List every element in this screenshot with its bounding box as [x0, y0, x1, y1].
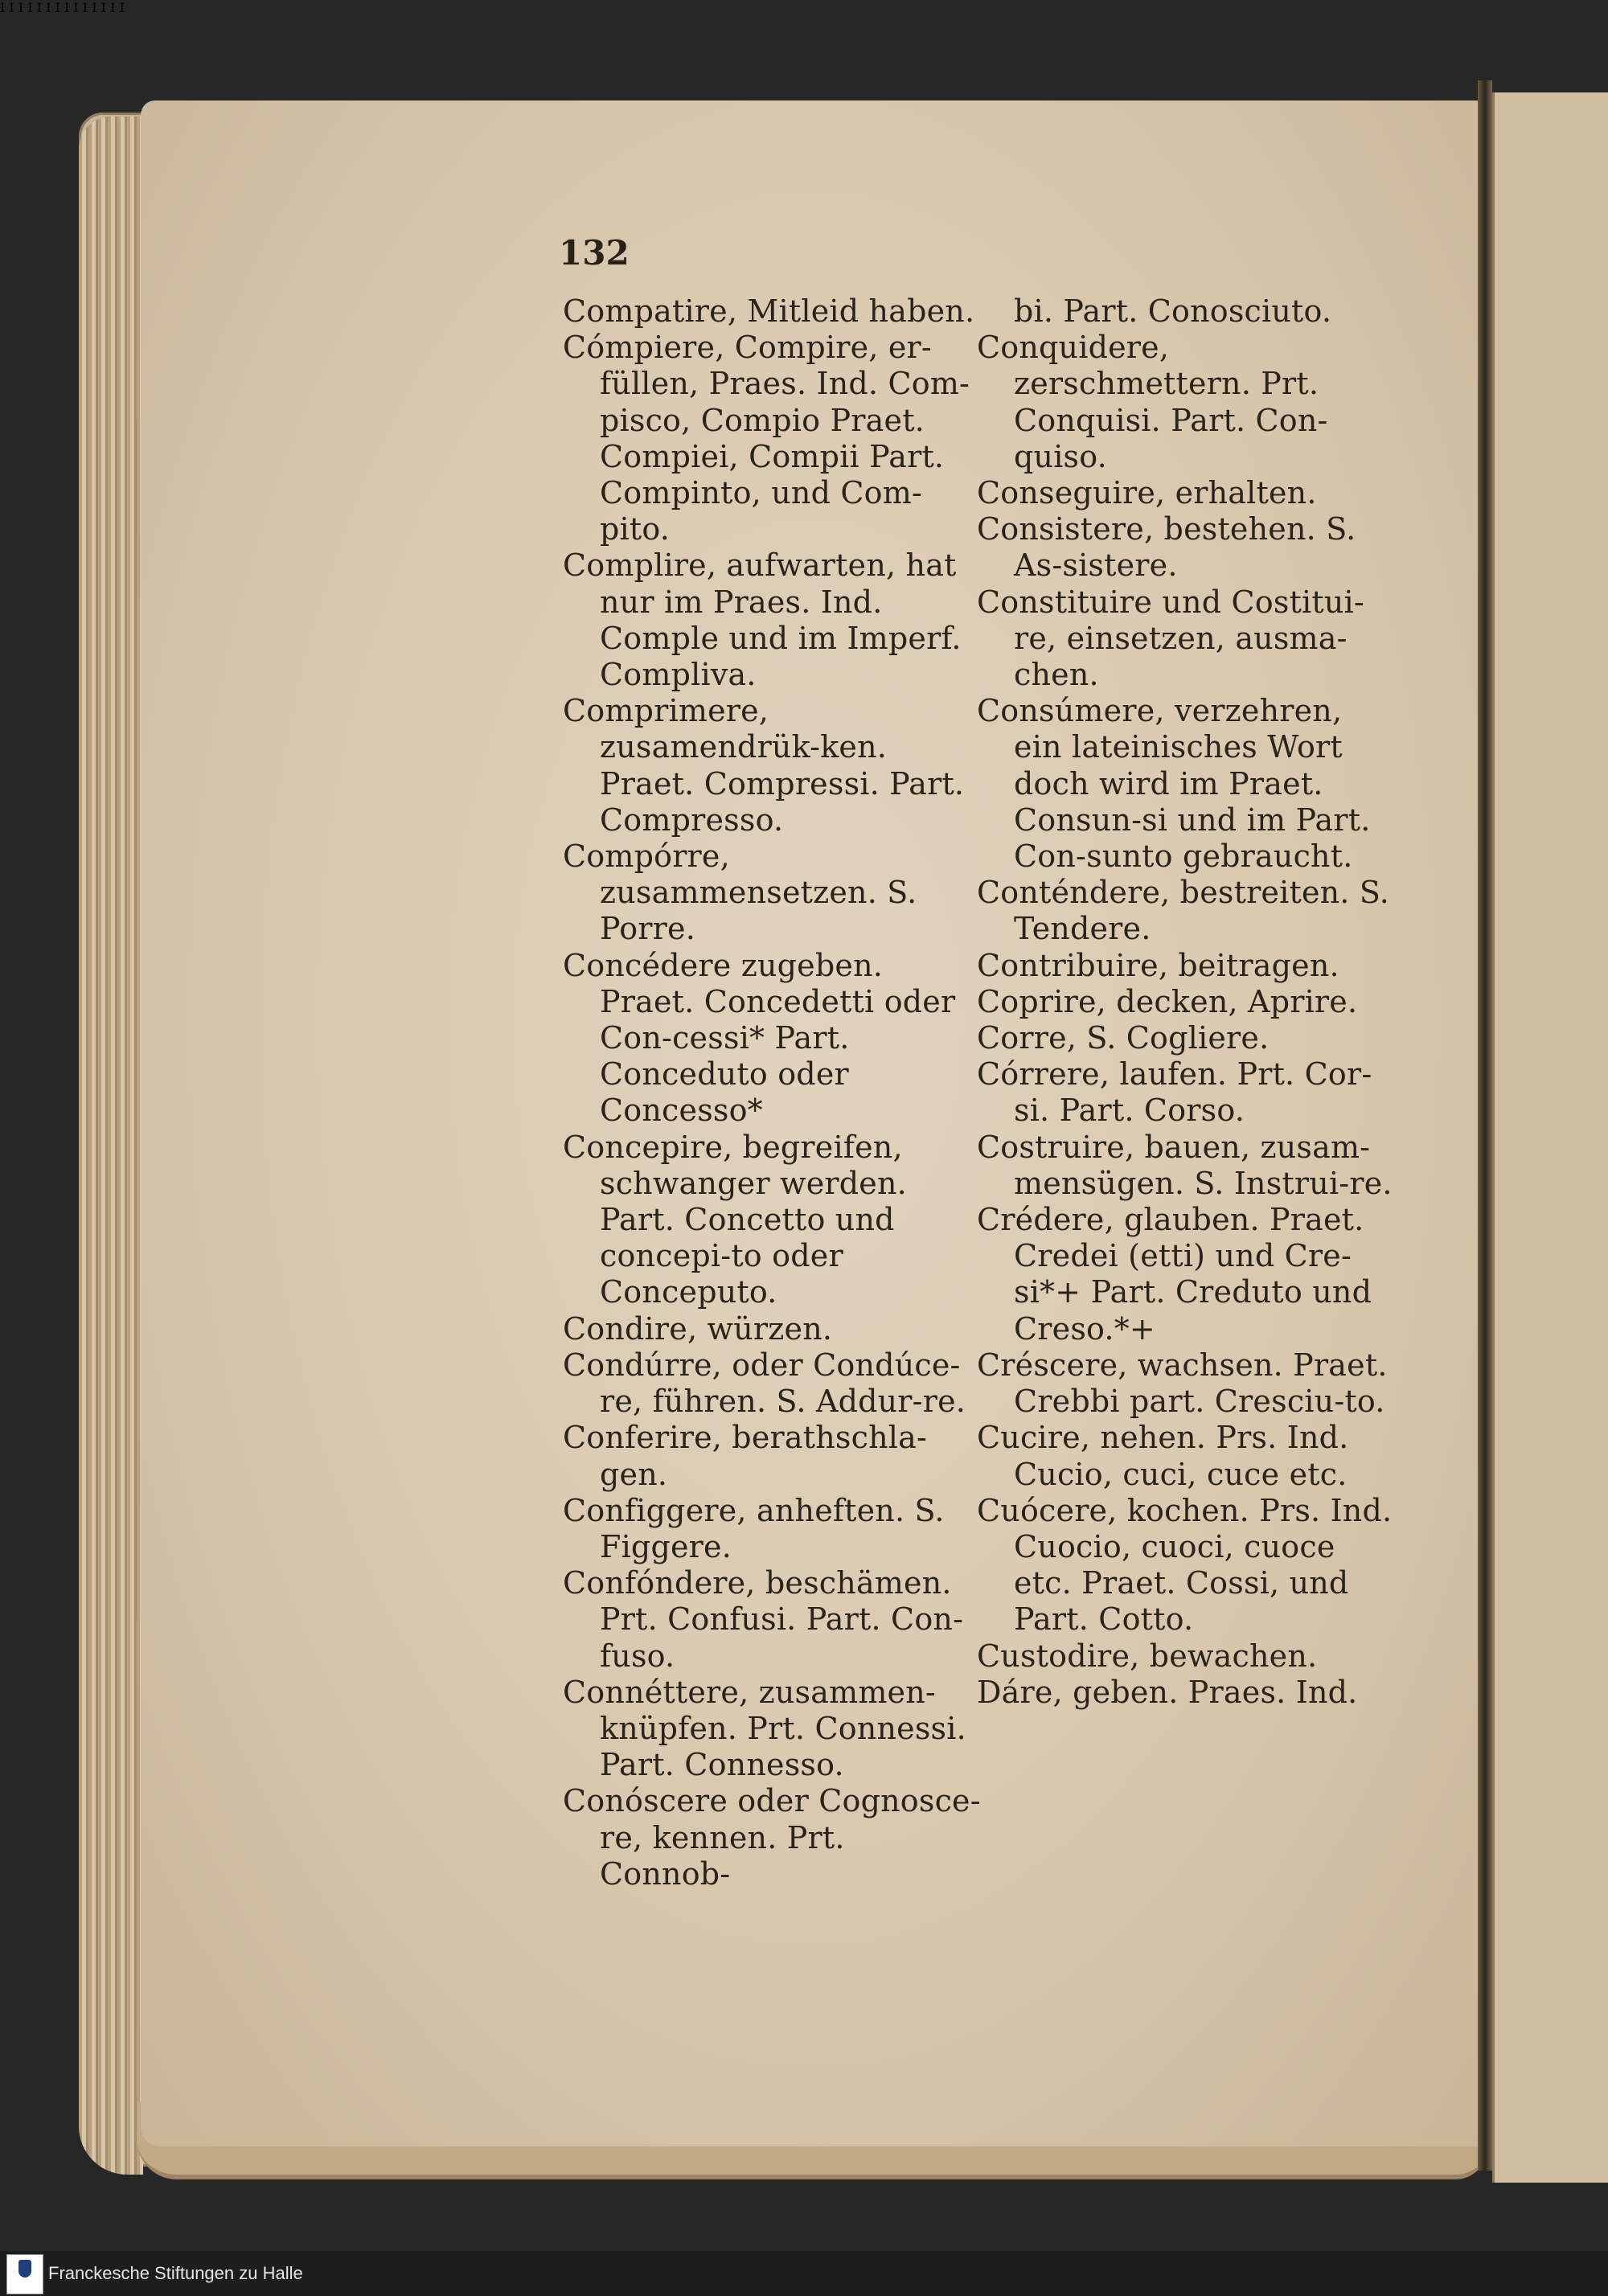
facing-page-fragment: I — [82, 0, 88, 15]
page-number: 132 — [559, 233, 630, 273]
dictionary-entry: Concédere zugeben. Praet. Concedetti oder Con-cessi* Part. Conceduto oder Concesso* — [563, 947, 956, 1129]
institution-logo — [6, 2254, 43, 2294]
dictionary-entry: Condúrre, oder Condúce-re, führen. S. Addur-re. — [563, 1347, 966, 1420]
dictionary-entry: Corre, S. Cogliere. — [977, 1020, 1270, 1056]
facing-page-fragment: I — [0, 0, 6, 15]
facing-page — [1492, 92, 1608, 2183]
book-gutter — [1478, 80, 1492, 2171]
dictionary-entry: Configgere, anheften. S. Figgere. — [563, 1492, 945, 1564]
dictionary-entry: Cucire, nehen. Prs. Ind. Cucio, cuci, cuce etc. — [977, 1420, 1349, 1492]
facing-page-fragment: I — [27, 0, 33, 15]
facing-page-fragment: I — [55, 0, 60, 15]
facing-page-fragment: I — [110, 0, 116, 15]
dictionary-entry: Conóscere oder Cognosce-re, kennen. Prt. Connob- — [563, 1783, 981, 1892]
dictionary-entry: Consistere, bestehen. S. As-sistere. — [977, 511, 1356, 584]
facing-page-fragment: I — [119, 0, 125, 15]
right-column — [977, 293, 1395, 1711]
dictionary-entry: Confóndere, beschämen. Prt. Confusi. Part. Con-fuso. — [563, 1565, 964, 1674]
facing-page-fragment: I — [64, 0, 70, 15]
dictionary-entry: Contribuire, beitragen. — [977, 947, 1339, 983]
footer-institution-name: Franckesche Stiftungen zu Halle — [48, 2263, 303, 2283]
dictionary-entry: Compórre, zusammensetzen. S. Porre. — [563, 838, 917, 947]
facing-page-fragment: I — [92, 0, 97, 15]
dictionary-entry: Conseguire, erhalten. — [977, 475, 1317, 511]
facing-page-fragment: I — [46, 0, 51, 15]
dictionary-entry: Córrere, laufen. Prt. Cor-si. Part. Corso. — [977, 1056, 1372, 1129]
left-column — [563, 293, 981, 1892]
dictionary-entry: Créscere, wachsen. Praet. Crebbi part. Cresciu-to. — [977, 1347, 1388, 1420]
dictionary-entry: Conferire, berathschla-gen. — [563, 1420, 927, 1492]
dictionary-entry: Crédere, glauben. Praet. Credei (etti) und Cre-si*+ Part. Creduto und Creso.*+ — [977, 1202, 1372, 1347]
dictionary-entry: Condire, würzen. — [563, 1310, 833, 1347]
dictionary-entry: Consúmere, verzehren, ein lateinisches Wort doch wird im Praet. Consun-si und im Part. Con-sunto gebraucht. — [977, 693, 1371, 875]
facing-page-fragment: I — [18, 0, 24, 15]
dictionary-entry: Complire, aufwarten, hat nur im Praes. Ind. Comple und im Imperf. Compliva. — [563, 547, 962, 693]
facing-page-fragment: I — [36, 0, 43, 15]
page-edges — [79, 117, 143, 2175]
dictionary-entry-continuation: bi. Part. Conosciuto. — [1014, 293, 1332, 329]
dictionary-entry: Conquidere, zerschmettern. Prt. Conquisi. Part. Con-quiso. — [977, 330, 1328, 474]
facing-page-fragments — [0, 0, 1608, 15]
dictionary-entry: Dáre, geben. Praes. Ind. — [977, 1674, 1358, 1710]
dictionary-entry: Cómpiere, Compire, er-füllen, Praes. Ind. Com-pisco, Compio Praet. Compiei, Compii Part. Compinto, und Com-pito. — [563, 330, 970, 547]
dictionary-entry: Conténdere, bestreiten. S. Tendere. — [977, 875, 1390, 947]
dictionary-entry: Comprimere, zusamendrük-ken. Praet. Compressi. Part. Compresso. — [563, 693, 965, 838]
facing-page-fragment: I — [73, 0, 79, 15]
facing-page-fragment: I — [9, 0, 14, 15]
dictionary-entry: Costruire, bauen, zusam-mensügen. S. Instrui-re. — [977, 1129, 1393, 1201]
dictionary-entry: Cuócere, kochen. Prs. Ind. Cuocio, cuoci, cuoce etc. Praet. Cossi, und Part. Cotto. — [977, 1492, 1393, 1638]
dictionary-entry: Concepire, begreifen, schwanger werden. Part. Concetto und concepi-to oder Conceputo. — [563, 1129, 907, 1310]
dictionary-entry: Custodire, bewachen. — [977, 1638, 1318, 1674]
facing-page-fragment: I — [100, 0, 106, 15]
dictionary-entry: Compatire, Mitleid haben. — [563, 293, 975, 329]
dictionary-entry: Constituire und Costitui-re, einsetzen, ausma-chen. — [977, 584, 1364, 693]
dictionary-entry: Coprire, decken, Aprire. — [977, 983, 1358, 1019]
dictionary-entry: Connéttere, zusammen-knüpfen. Prt. Connessi. Part. Connesso. — [563, 1674, 966, 1783]
